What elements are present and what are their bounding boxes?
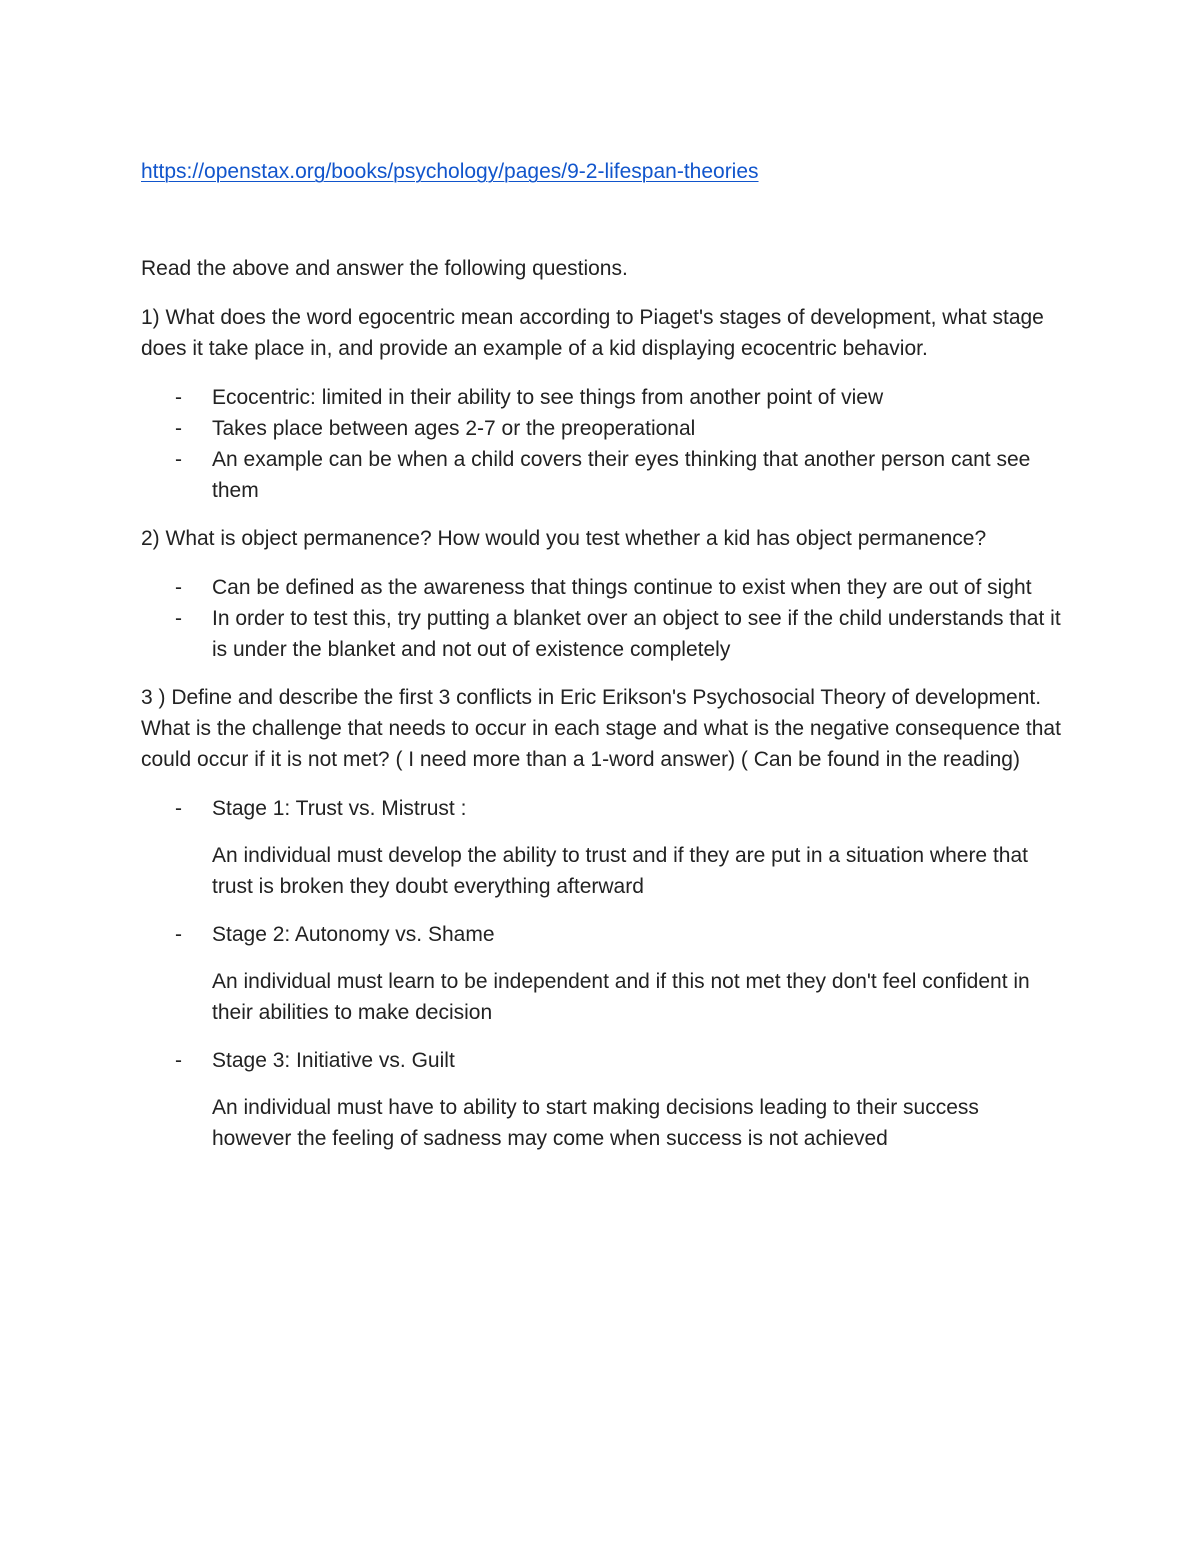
dash-bullet: -: [175, 417, 182, 440]
stage-2-description: An individual must learn to be independent and if this not met they don't feel confident in their abilities to make decision: [212, 970, 1030, 1024]
stage-title: Stage 3: Initiative vs. Guilt: [212, 1049, 455, 1072]
dash-bullet: -: [175, 448, 182, 471]
dash-bullet: -: [175, 607, 182, 630]
question-1-prompt: 1) What does the word egocentric mean according to Piaget's stages of development, what stage does it take place in, and provide an example of a kid displaying ecocentric behavior.: [141, 306, 1044, 360]
answer-text: An example can be when a child covers their eyes thinking that another person cant see them: [212, 448, 1031, 502]
question-1-answers: [141, 382, 1061, 506]
document-page: [141, 156, 1061, 1171]
answer-text: In order to test this, try putting a blanket over an object to see if the child understands that it is under the blanket and not out of existence completely: [212, 607, 1061, 661]
stage-title: Stage 1: Trust vs. Mistrust :: [212, 797, 467, 820]
list-item: [141, 382, 1061, 413]
question-2-answers: [141, 572, 1061, 665]
list-item: [141, 919, 1061, 950]
stage-3-description: An individual must have to ability to start making decisions leading to their success however the feeling of sadness may come when success is not achieved: [212, 1096, 979, 1150]
openstax-link[interactable]: https://openstax.org/books/psychology/pages/9-2-lifespan-theories: [141, 160, 759, 183]
answer-text: Ecocentric: limited in their ability to see things from another point of view: [212, 386, 884, 409]
dash-bullet: -: [175, 923, 182, 946]
question-2-prompt: 2) What is object permanence? How would you test whether a kid has object permanence?: [141, 527, 987, 550]
dash-bullet: -: [175, 576, 182, 599]
list-item: [141, 413, 1061, 444]
list-item: [141, 572, 1061, 603]
stage-1-description: An individual must develop the ability to trust and if they are put in a situation where that trust is broken they doubt everything afterward: [212, 844, 1028, 898]
stage-title: Stage 2: Autonomy vs. Shame: [212, 923, 495, 946]
list-item: [141, 444, 1061, 506]
intro-text: Read the above and answer the following questions.: [141, 257, 628, 280]
stage-1: [141, 793, 1061, 824]
answer-text: Takes place between ages 2-7 or the preoperational: [212, 417, 696, 440]
stage-3: [141, 1045, 1061, 1076]
answer-text: Can be defined as the awareness that things continue to exist when they are out of sight: [212, 576, 1032, 599]
list-item: [141, 603, 1061, 665]
dash-bullet: -: [175, 797, 182, 820]
dash-bullet: -: [175, 386, 182, 409]
list-item: [141, 1045, 1061, 1076]
dash-bullet: -: [175, 1049, 182, 1072]
stage-2: [141, 919, 1061, 950]
question-3-prompt: 3 ) Define and describe the first 3 conflicts in Eric Erikson's Psychosocial Theory of development. What is the challenge that needs to occur in each stage and what is the negative consequence that could occur if it is not met? ( I need more than a 1-word answer) ( Can be found in the reading): [141, 686, 1061, 771]
list-item: [141, 793, 1061, 824]
